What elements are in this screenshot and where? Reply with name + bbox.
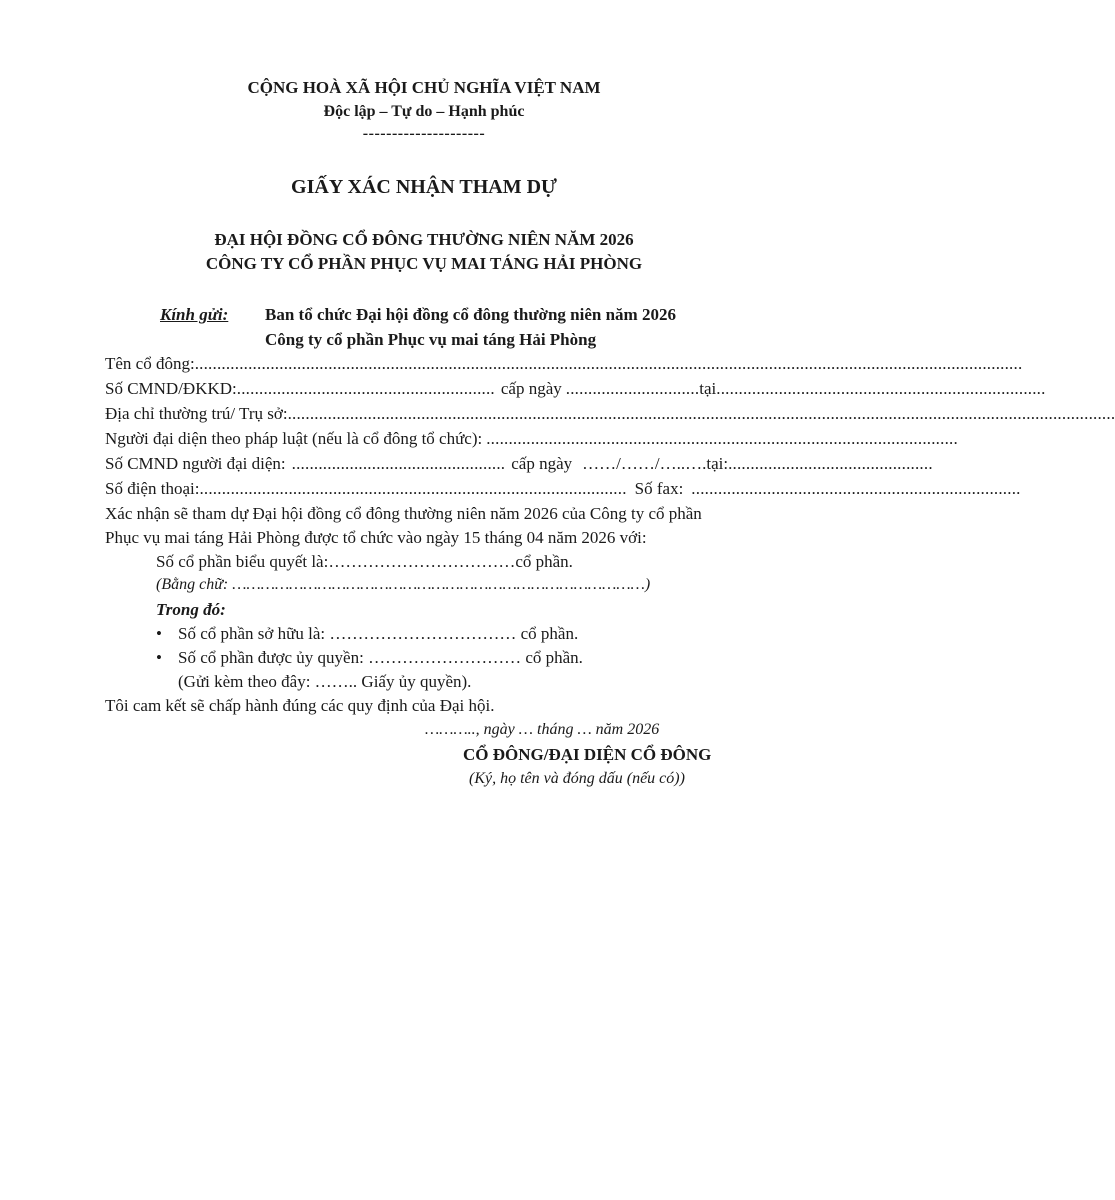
address-field[interactable] [105, 404, 1115, 423]
of-which-label: Trong đó: [156, 600, 226, 619]
rep-id-label: Số CMND người đại diện: [105, 454, 286, 473]
legal-rep-field[interactable] [105, 429, 958, 448]
owned-shares-text: Số cổ phần sở hữu là: …………………………… cổ phần. [178, 624, 579, 643]
id-number-label: Số CMND/ĐKKD: [105, 379, 237, 398]
country-name: CỘNG HOÀ XÃ HỘI CHỦ NGHĨA VIỆT NAM [247, 78, 601, 97]
address-blank[interactable]: .......................................................................................................................................................................................... [287, 404, 1115, 423]
id-number-blank[interactable]: .......................................................... [236, 379, 495, 398]
address-label: Địa chỉ thường trú/ Trụ sở: [105, 404, 288, 423]
fax-label: Số fax: [634, 479, 684, 498]
phone-blank[interactable]: ................................................................................................ [199, 479, 627, 498]
addressee-line-2: Công ty cổ phần Phục vụ mai táng Hải Phòng [265, 330, 597, 349]
addressee-line-1: Ban tổ chức Đại hội đồng cổ đông thường niên năm 2026 [265, 305, 676, 324]
signature-note: (Ký, họ tên và đóng dấu (nếu có)) [469, 770, 685, 787]
addressee-label: Kính gửi: [160, 305, 229, 324]
confirm-line-2: Phục vụ mai táng Hải Phòng được tổ chức vào ngày 15 tháng 04 năm 2026 với: [105, 528, 647, 547]
issued-date-blank[interactable]: .............................. [565, 379, 700, 398]
issued-place-label: tại [699, 379, 717, 398]
confirm-line-1: Xác nhận sẽ tham dự Đại hội đồng cổ đông thường niên năm 2026 của Công ty cổ phần [105, 504, 702, 523]
rep-place-label: tại: [706, 454, 729, 473]
company-name: CÔNG TY CỔ PHẦN PHỤC VỤ MAI TÁNG HẢI PHÒNG [205, 254, 643, 273]
shareholder-name-label: Tên cổ đông: [105, 354, 195, 373]
signature-date[interactable]: ……….., ngày … tháng … năm 2026 [425, 721, 660, 738]
commitment-line: Tôi cam kết sẽ chấp hành đúng các quy định của Đại hội. [105, 696, 495, 715]
owned-shares-item[interactable] [156, 625, 578, 642]
phone-label: Số điện thoại: [105, 479, 200, 498]
header-divider: --------------------- [362, 125, 486, 142]
issued-date-label: cấp ngày [500, 379, 562, 398]
shareholder-name-blank[interactable]: .......................................................................................................................................................................................... [194, 354, 1023, 373]
bullet-icon: • [156, 624, 162, 643]
issued-place-blank[interactable]: .......................................................................... [716, 379, 1046, 398]
document-title: GIẤY XÁC NHẬN THAM DỰ [291, 176, 557, 198]
in-words-line[interactable]: (Bằng chữ: ……………………………………………………………………………) [156, 576, 651, 593]
meeting-title: ĐẠI HỘI ĐỒNG CỔ ĐÔNG THƯỜNG NIÊN NĂM 2026 [214, 230, 634, 249]
signature-title: CỔ ĐÔNG/ĐẠI DIỆN CỔ ĐÔNG [463, 745, 712, 764]
id-number-field[interactable] [105, 379, 1046, 398]
legal-rep-label: Người đại diện theo pháp luật (nếu là cổ đông tổ chức): [105, 429, 483, 448]
rep-place-blank[interactable]: .............................................. [728, 454, 933, 473]
attached-proxy-line[interactable]: (Gửi kèm theo đây: …….. Giấy ủy quyền). [178, 672, 472, 691]
national-motto: Độc lập – Tự do – Hạnh phúc [323, 103, 525, 120]
phone-fax-field[interactable] [105, 479, 1021, 498]
bullet-icon: • [156, 648, 162, 667]
legal-rep-blank[interactable]: .......................................................................................................... [486, 429, 958, 448]
rep-issued-label: cấp ngày [511, 454, 573, 473]
rep-id-field[interactable] [105, 454, 933, 473]
voting-shares-line[interactable]: Số cổ phần biểu quyết là:……………………………cổ phần. [156, 552, 573, 571]
rep-id-blank[interactable]: ................................................ [291, 454, 506, 473]
shareholder-name-field[interactable] [105, 354, 1023, 373]
authorized-shares-text: Số cổ phần được ủy quyền: ……………………… cổ phần. [178, 648, 583, 667]
rep-issued-date[interactable]: ……/……/…..…. [582, 454, 707, 473]
fax-blank[interactable]: .......................................................................... [691, 479, 1021, 498]
authorized-shares-item[interactable] [156, 649, 583, 666]
